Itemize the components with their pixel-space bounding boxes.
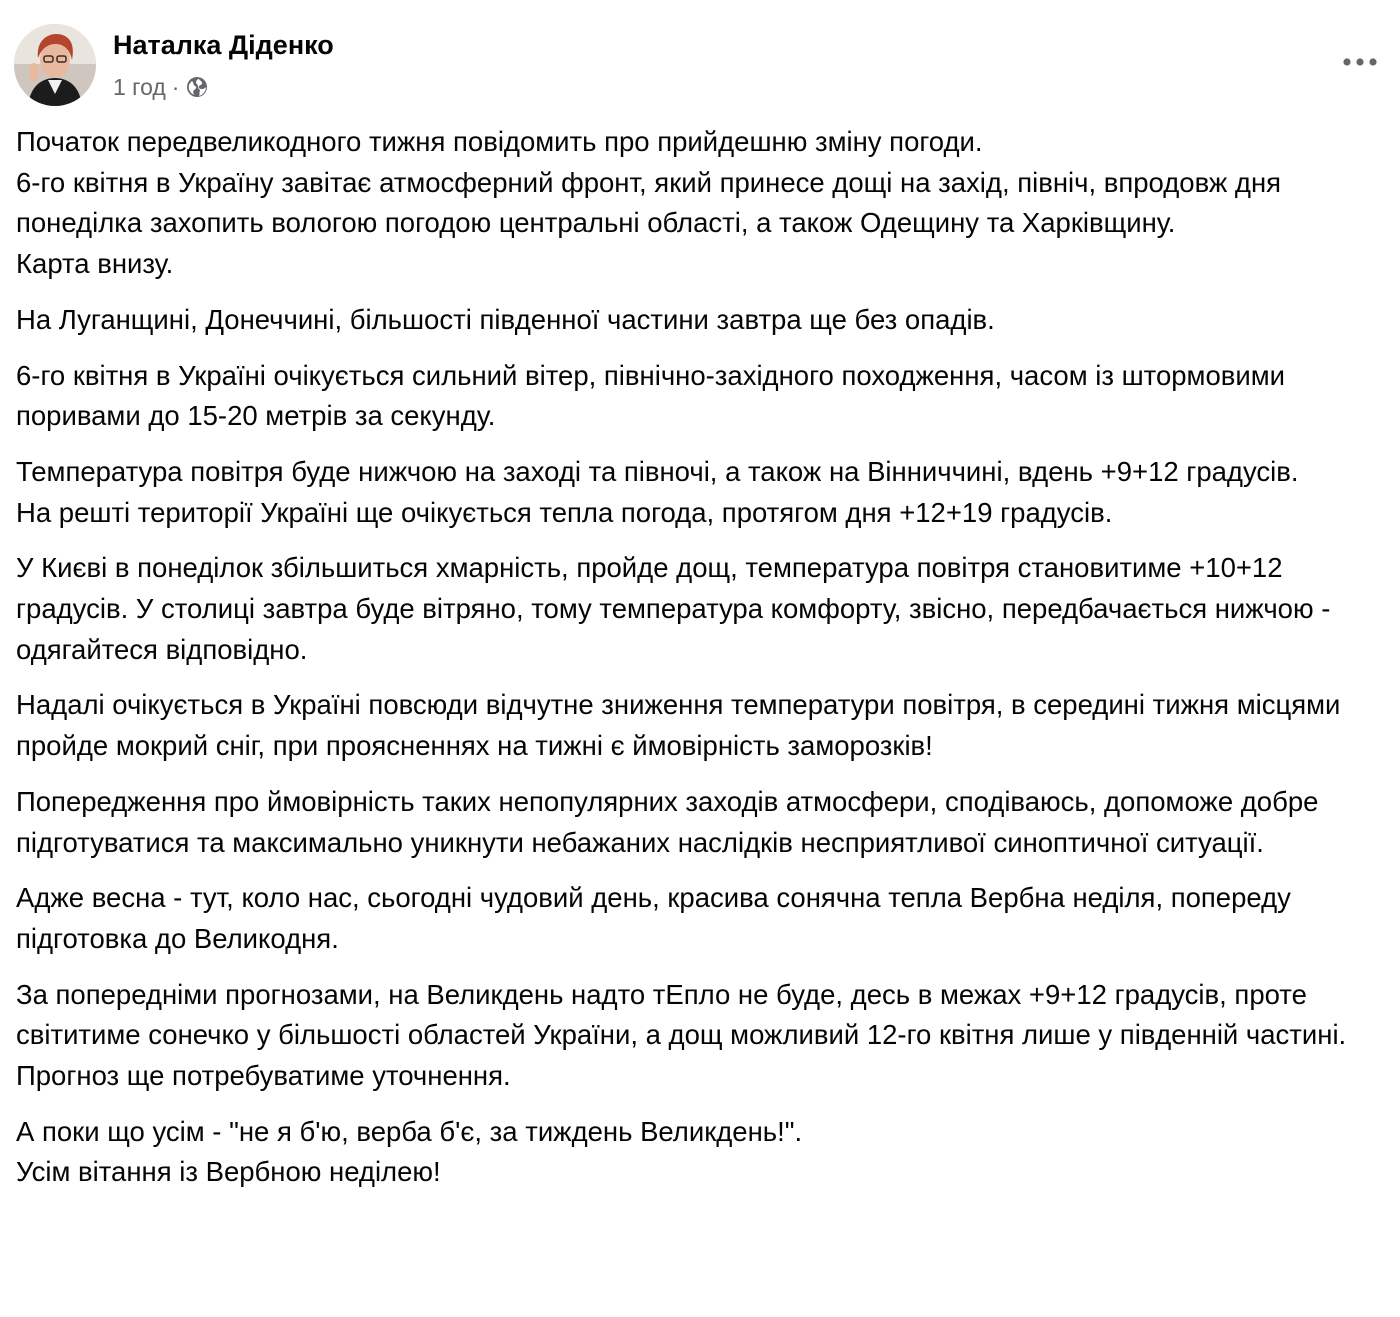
post-paragraph: На Луганщині, Донеччині, більшості південної частини завтра ще без опадів. [16,303,995,335]
post-text [16,122,1388,1208]
post-timestamp[interactable]: 1 год [113,73,166,100]
post-paragraph: У Києві в понеділок збільшиться хмарність, пройде дощ, температура повітря становитиме +10+12 градусів. У столиці завтра буде вітряно, тому температура комфорту, звісно, передбачається нижчою - одягайтеся відповідно. [16,552,1331,665]
meta-separator: · [171,73,180,100]
post-paragraph: Попередження про ймовірність таких непопулярних заходів атмосфери, сподіваюсь, допоможе добре підготуватися та максимально уникнути небажаних наслідків несприятливої синоптичної ситуації. [16,785,1319,858]
post-paragraph: А поки що усім - "не я б'ю, верба б'є, за тиждень Великдень!". Усім вітання із Вербною неділею! [16,1115,803,1188]
post-paragraph: Початок передвеликодного тижня повідомить про прийдешню зміну погоди. 6-го квітня в Україну завітає атмосферний фронт, який принесе дощі на захід, північ, впродовж дня понеділка захопить вологою погодою центральні області, а також Одещину та Харківщину. Карта внизу. [16,126,1282,280]
more-options-icon [1342,57,1378,67]
post-paragraph: Температура повітря буде нижчою на заході та півночі, а також на Вінниччині, вдень +9+12 градусів. На решті території Україні ще очікується тепла погода, протягом дня +12+19 градусів. [16,455,1299,528]
avatar-photo-icon [14,24,96,106]
post-paragraph: За попередніми прогнозами, на Великдень надто тЕпло не буде, десь в межах +9+12 градусів, проте світитиме сонечко у більшості областей України, а дощ можливий 12-го квітня лише у південній частині. Прогноз ще потребуватиме уточнення. [16,978,1347,1092]
author-avatar[interactable] [14,24,96,106]
post-paragraph: Надалі очікується в Україні повсюди відчутне зниження температури повітря, в середині тижня місцями пройде мокрий сніг, при проясненнях на тижні є ймовірність заморозків! [16,689,1341,762]
post-header [14,24,1386,108]
author-name[interactable]: Наталка Діденко [113,30,334,60]
post-meta [113,72,209,102]
post-paragraph: 6-го квітня в Україні очікується сильний вітер, північно-західного походження, часом із штормовими поривами до 15-20 метрів за секунду. [16,359,1285,432]
globe-icon[interactable] [185,75,209,99]
post-paragraph: Адже весна - тут, коло нас, сьогодні чудовий день, красива сонячна тепла Вербна неділя, попереду підготовка до Великодня. [16,882,1291,954]
more-options-button[interactable] [1336,42,1384,82]
